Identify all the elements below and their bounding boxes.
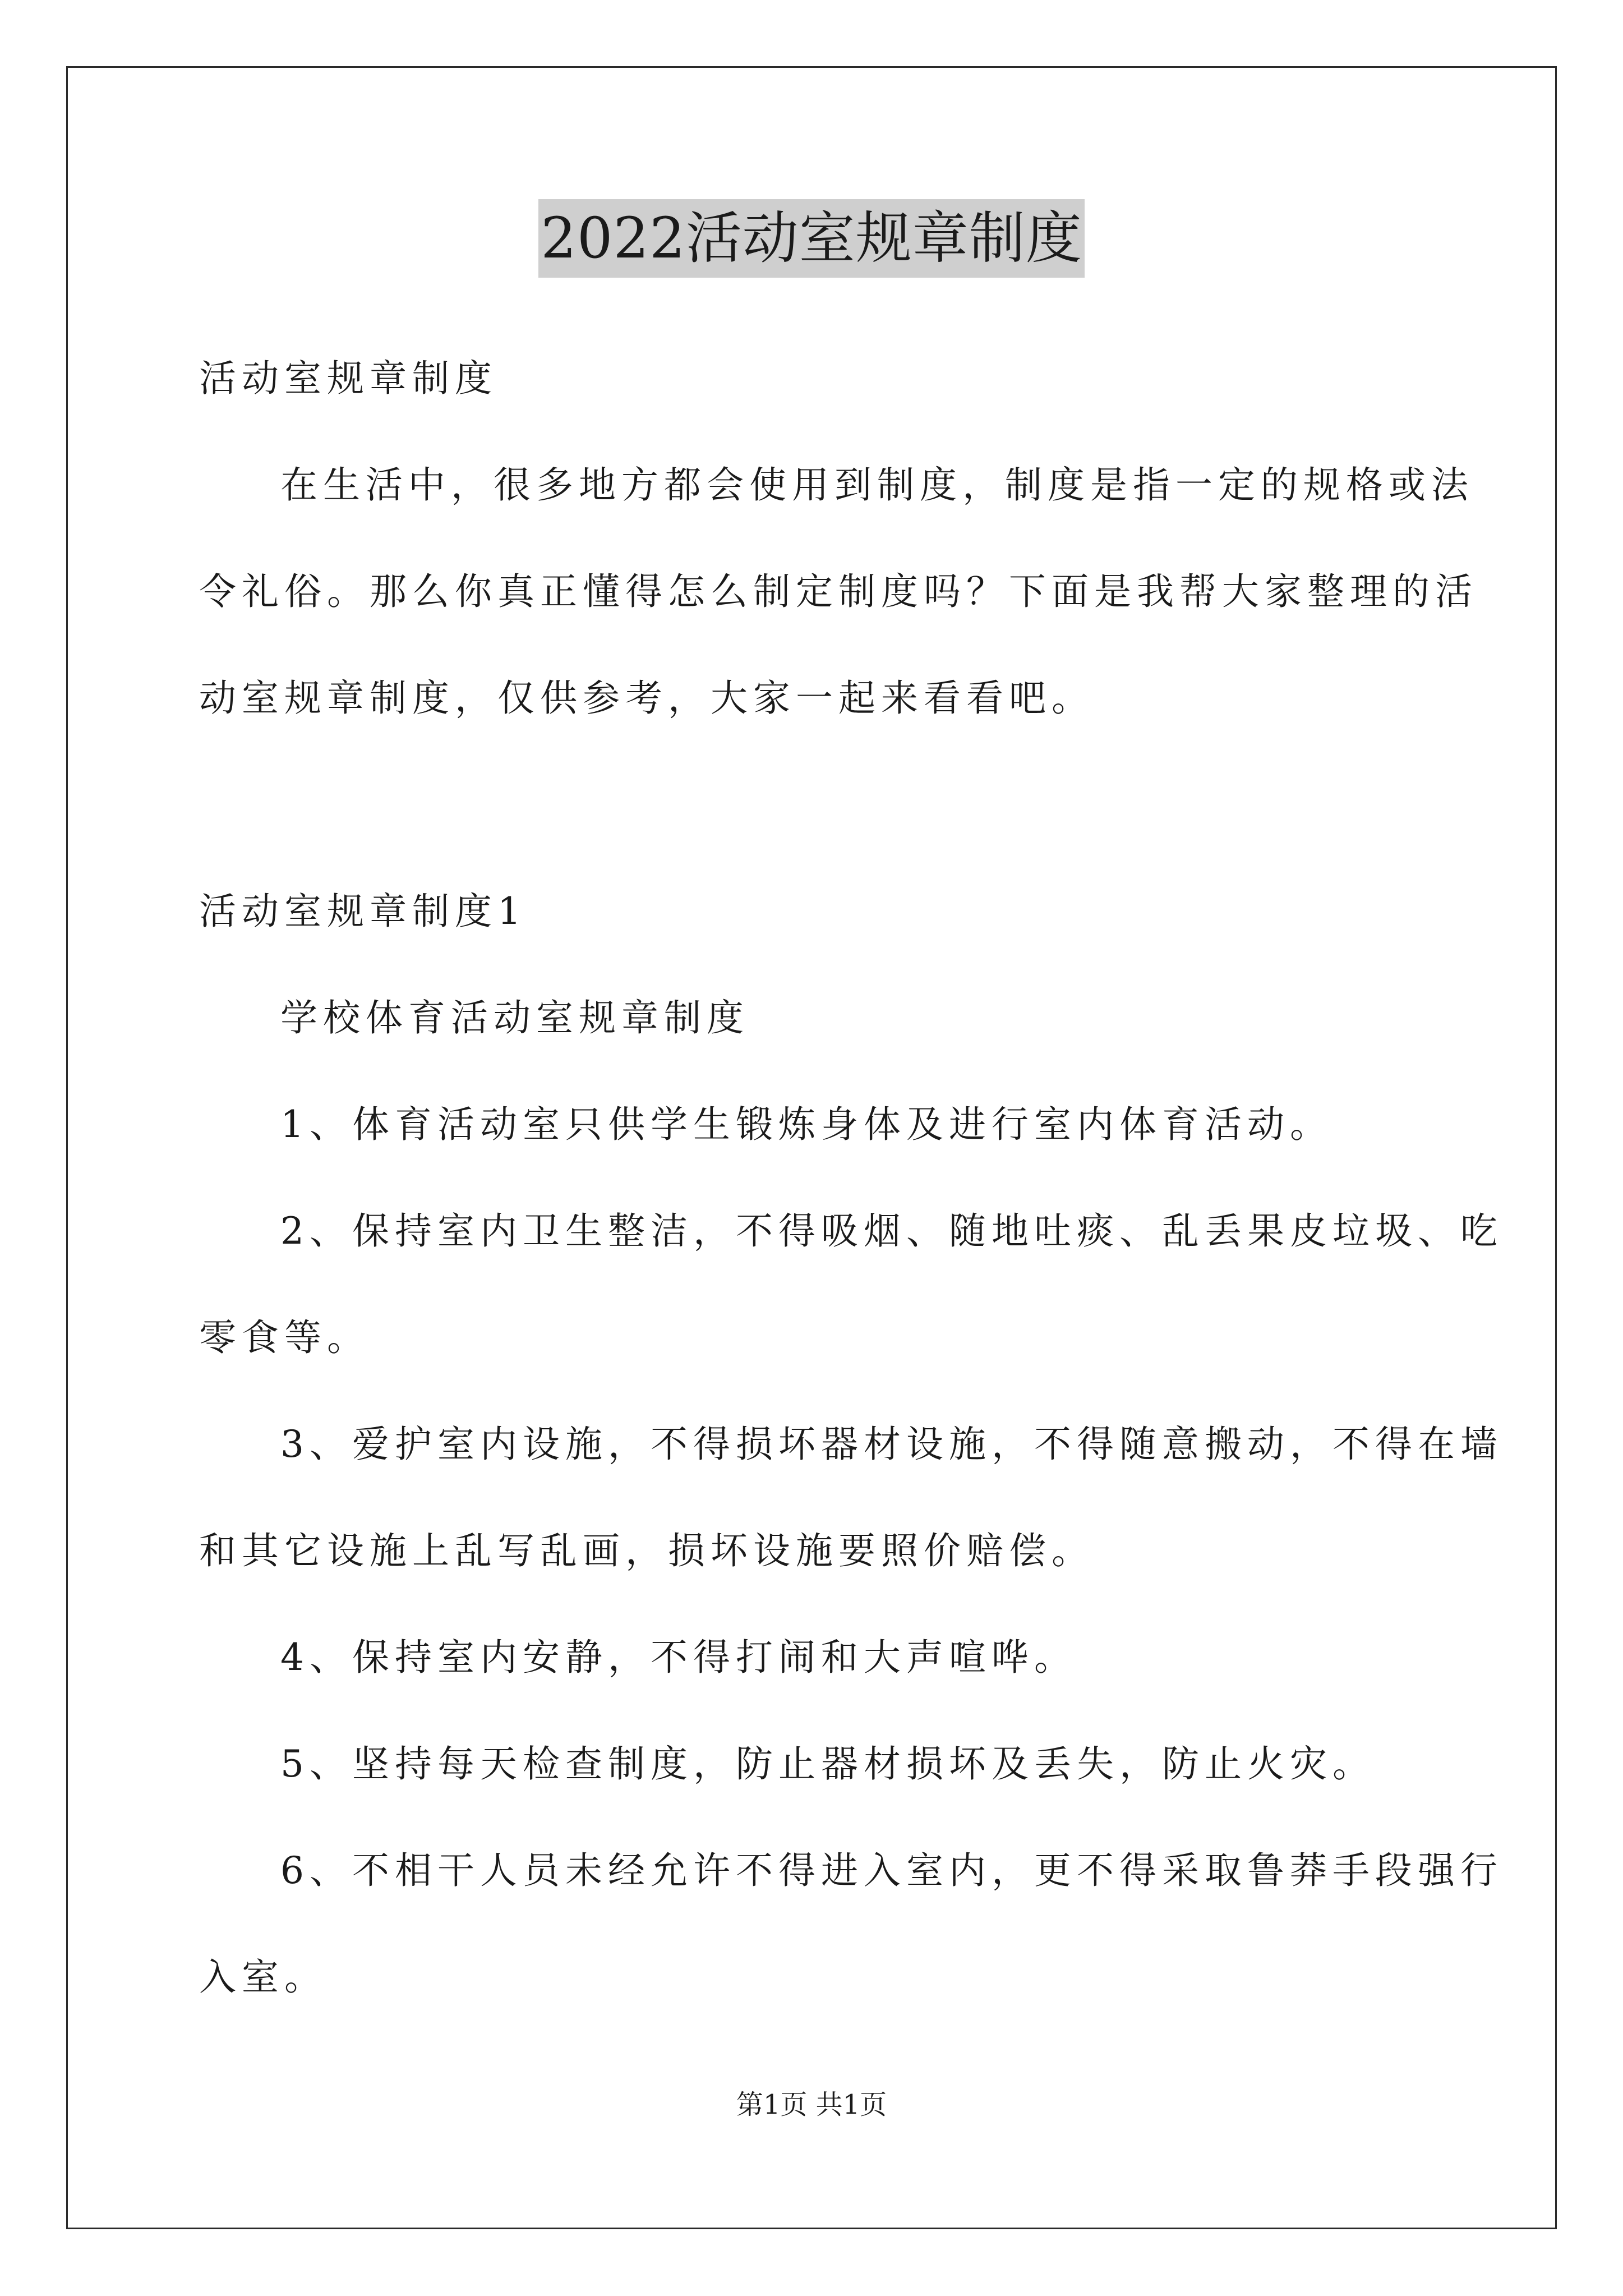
- intro-line-2: 令礼俗。那么你真正懂得怎么制定制度吗？下面是我帮大家整理的活: [199, 570, 1478, 613]
- rule-6-line-2: 入室。: [199, 1955, 327, 1999]
- section-heading: 活动室规章制度1: [199, 890, 527, 933]
- section-subheading: 学校体育活动室规章制度: [280, 996, 749, 1039]
- page-footer: 第1页 共1页: [736, 2089, 887, 2120]
- rule-3-line-2: 和其它设施上乱写乱画，损坏设施要照价赔偿。: [199, 1529, 1094, 1572]
- rule-4-line: 4、保持室内安静，不得打闹和大声喧哗。: [280, 1636, 1077, 1679]
- intro-line-1: 在生活中，很多地方都会使用到制度，制度是指一定的规格或法: [280, 463, 1474, 507]
- rule-1-line: 1、体育活动室只供学生锻炼身体及进行室内体育活动。: [280, 1103, 1332, 1146]
- intro-line-3: 动室规章制度，仅供参考，大家一起来看看吧。: [199, 677, 1094, 720]
- rule-2-line-2: 零食等。: [199, 1316, 370, 1359]
- rule-2-line-1: 2、保持室内卫生整洁，不得吸烟、随地吐痰、乱丢果皮垃圾、吃: [280, 1209, 1503, 1253]
- title-wrapper: [0, 199, 1623, 278]
- subtitle-line: 活动室规章制度: [199, 357, 497, 400]
- document-title: 2022活动室规章制度: [538, 199, 1085, 278]
- rule-5-line: 5、坚持每天检查制度，防止器材损坏及丢失，防止火灾。: [280, 1742, 1375, 1786]
- rule-6-line-1: 6、不相干人员未经允许不得进入室内，更不得采取鲁莽手段强行: [280, 1849, 1503, 1892]
- rule-3-line-1: 3、爱护室内设施，不得损坏器材设施，不得随意搬动，不得在墙: [280, 1423, 1503, 1466]
